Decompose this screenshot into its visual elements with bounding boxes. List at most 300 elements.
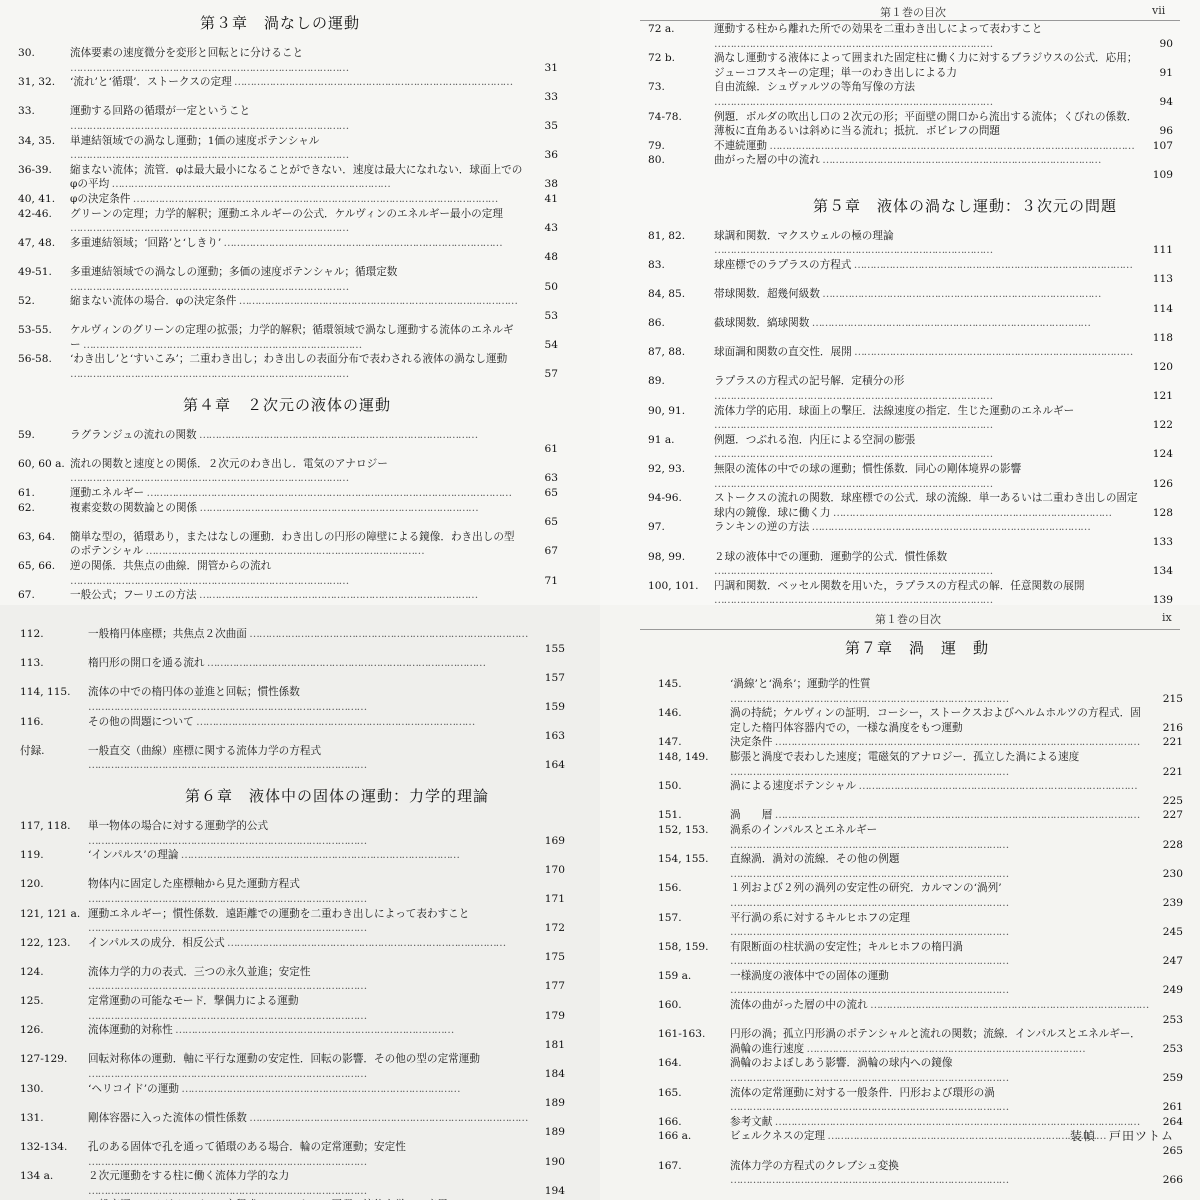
section-number: 62.	[18, 501, 35, 514]
toc-page-chapter-6	[0, 605, 600, 1200]
section-number: 158, 159.	[658, 940, 709, 953]
section-number: 80.	[648, 154, 665, 167]
toc-entry	[20, 1082, 565, 1111]
section-title: 球調和関数．マクスウェルの極の理論 ……………………………………………………………………………	[714, 229, 1139, 258]
page-number: 221	[1162, 736, 1183, 749]
page-number: 228	[1162, 838, 1183, 851]
section-title: φの決定条件 ……………………………………………………………………………………………………	[70, 192, 524, 207]
section-number: 148, 149.	[658, 750, 709, 763]
section-number: 164.	[658, 1057, 682, 1070]
toc-entry	[658, 911, 1183, 940]
section-number: 154, 155.	[658, 853, 709, 866]
page-number: 221	[1162, 765, 1183, 778]
section-number: 124.	[20, 965, 44, 978]
section-number: 114, 115.	[20, 686, 71, 699]
page-number: 133	[1152, 536, 1173, 548]
section-number: 53-55.	[18, 324, 52, 337]
toc-entry	[20, 965, 565, 994]
section-title: 単一物体の場合に対する運動学的公式 ……………………………………………………………………………	[88, 819, 531, 848]
section-title: 例題．つぶれる泡．内圧による空洞の膨張 ……………………………………………………………………………	[714, 433, 1139, 462]
section-number: 86.	[648, 317, 665, 330]
section-number: 42-46.	[18, 207, 52, 220]
page-number: 155	[544, 642, 565, 655]
toc-entry	[18, 294, 558, 323]
section-number: 100, 101.	[648, 579, 699, 592]
section-number: 127-129.	[20, 1053, 68, 1066]
toc-entry	[658, 969, 1183, 998]
toc-entry	[18, 134, 558, 163]
running-header-page: ix	[1162, 611, 1172, 624]
toc-entry	[18, 352, 558, 381]
page-number: 126	[1152, 477, 1173, 490]
section-title: 渦輪のおよぼしあう影響．渦輪の球内への鏡像 ……………………………………………………………………………	[730, 1056, 1149, 1085]
section-number: 145.	[658, 678, 682, 690]
section-number: 65, 66.	[18, 560, 56, 572]
toc-entry	[658, 823, 1183, 852]
section-title: 運動エネルギー；慣性係数．遠距離での運動を二重わき出しによって表わすこと ……………………………………………………………………………	[88, 907, 531, 936]
section-number: 166.	[658, 1115, 682, 1128]
toc-list	[20, 627, 565, 1200]
page-number: 189	[544, 1126, 565, 1139]
section-number: 90, 91.	[648, 404, 686, 417]
section-title: 流体力学的力の表式．三つの永久並進；安定性 ……………………………………………………………………………	[88, 965, 531, 994]
page-number: 169	[544, 834, 565, 847]
page-number: 35	[544, 119, 558, 132]
section-title: 逆の関係．共焦点の曲線．開管からの流れ ……………………………………………………………………………	[70, 559, 524, 588]
page-number: 253	[1162, 1042, 1183, 1055]
section-number: 146.	[658, 707, 682, 720]
page-number: 189	[544, 1097, 565, 1110]
page-number: 36	[544, 149, 558, 162]
section-title: ２球の液体中での運動．運動学的公式．慣性係数 ……………………………………………………………………………	[714, 550, 1139, 579]
chapter-heading: 第５章 液体の渦なし運動：３次元の問題	[813, 196, 1118, 215]
toc-entry	[648, 550, 1173, 579]
section-number: 79.	[648, 139, 665, 152]
page-number: 247	[1162, 955, 1183, 968]
chapter-heading: 第６章 液体中の固体の運動：力学的理論	[185, 786, 490, 805]
toc-entry	[20, 936, 565, 965]
section-title: ２次元運動をする柱に働く流体力学的な力 ……………………………………………………………………………	[88, 1169, 531, 1198]
section-title: 流体運動的対称性 ……………………………………………………………………………	[88, 1023, 531, 1038]
header-rule	[640, 20, 1180, 21]
toc-entry	[20, 1023, 565, 1052]
toc-entry	[20, 1140, 565, 1169]
section-number: 34, 35.	[18, 134, 56, 147]
page-number: 194	[544, 1184, 565, 1197]
section-number: 147.	[658, 736, 682, 749]
page-number: 266	[1162, 1174, 1183, 1187]
section-number: 159 a.	[658, 969, 692, 982]
section-number: 60, 60 a.	[18, 457, 65, 470]
page-number: 245	[1162, 926, 1183, 939]
section-title: 渦 層 ……………………………………………………………………………………………………	[730, 808, 1149, 823]
toc-page-ix	[600, 605, 1200, 1200]
section-title: 剛体容器に入った流体の慣性係数 ……………………………………………………………………………	[88, 1111, 531, 1126]
toc-entry	[658, 1056, 1183, 1085]
toc-list	[18, 46, 558, 605]
chapter-gap	[20, 773, 565, 819]
toc-entry	[18, 559, 558, 588]
page-number: 184	[544, 1068, 565, 1081]
toc-entry	[648, 287, 1173, 316]
page-number: 122	[1152, 419, 1173, 432]
section-title: 截球関数．縞球関数 ……………………………………………………………………………	[714, 316, 1139, 331]
design-credit: 装幀 戸田ツトム	[1070, 1129, 1175, 1143]
page-number: 48	[544, 251, 558, 264]
page-number: 109	[1152, 168, 1173, 181]
section-number: 161-163.	[658, 1028, 706, 1041]
toc-entry	[18, 588, 558, 605]
section-title: １列および２列の渦列の安定性の研究．カルマンの‘渦列’ ……………………………………………………………………………	[730, 881, 1149, 910]
section-title: 運動エネルギー ……………………………………………………………………………………………………	[70, 486, 524, 501]
section-number: 67.	[18, 589, 35, 602]
section-title: 自由流線．シュヴァルツの等角写像の方法 ……………………………………………………………………………	[714, 80, 1139, 109]
section-number: 134 a.	[20, 1170, 54, 1183]
page-number: 230	[1162, 867, 1183, 880]
toc-entry	[648, 491, 1173, 520]
page-number: 216	[1162, 721, 1183, 734]
toc-entry	[20, 627, 565, 656]
section-title: 簡単な型の，循環あり，またはなしの運動．わき出しの円形の障壁による鏡像．わき出しの型のポテンシャル ……………………………………………………………………………	[70, 530, 524, 559]
section-title: 球面調和関数の直交性．展開 ……………………………………………………………………………	[714, 345, 1139, 360]
section-number: 126.	[20, 1024, 44, 1037]
chapter-gap	[658, 1188, 1183, 1200]
section-title: 定常運動の可能なモード．撃偶力による運動 ……………………………………………………………………………	[88, 994, 531, 1023]
page-number: 90	[1159, 37, 1173, 50]
section-title: 多重連結領域；‘回路’と‘しきり’ ……………………………………………………………………………	[70, 236, 524, 251]
page-number: 264	[1162, 1115, 1183, 1128]
page-number: 54	[544, 338, 558, 351]
page-number: 31	[544, 61, 558, 74]
toc-entry	[20, 715, 565, 744]
page-number: 67	[544, 545, 558, 558]
toc-entry	[658, 735, 1183, 750]
section-title: ラプラスの方程式の記号解．定積分の形 ……………………………………………………………………………	[714, 374, 1139, 403]
page-number: 61	[544, 443, 558, 456]
toc-entry	[648, 153, 1173, 182]
toc-entry	[658, 779, 1183, 808]
toc-entry	[18, 163, 558, 192]
section-number: 167.	[658, 1159, 682, 1172]
chapter-7-heading: 第７章 渦 運 動	[845, 639, 990, 657]
toc-entry	[648, 229, 1173, 258]
section-title: 一般直交（曲線）座標に関する流体力学の方程式 ……………………………………………………………………………	[88, 744, 531, 773]
section-title: 渦による速度ポテンシャル ……………………………………………………………………………	[730, 779, 1149, 794]
toc-list	[648, 22, 1173, 605]
page-number: 94	[1159, 95, 1173, 108]
page-number: 128	[1152, 506, 1173, 519]
toc-entry	[658, 808, 1183, 823]
section-number: 36-39.	[18, 163, 52, 176]
section-title: ‘わき出し’と‘すいこみ’；二重わき出し；わき出しの表面分布で表わされる液体の渦なし運動 ……………………………………………………………………………	[70, 352, 524, 381]
toc-entry	[18, 46, 558, 75]
section-title: ‘インパルス’の理論 ……………………………………………………………………………	[88, 848, 531, 863]
page-number: 41	[544, 192, 558, 205]
toc-entry	[18, 501, 558, 530]
section-title: 帯球関数．超幾何級数 ……………………………………………………………………………	[714, 287, 1139, 302]
section-title: ‘渦線’と‘渦糸’；運動学的性質 ……………………………………………………………………………	[730, 677, 1149, 706]
section-title: ケルヴィンのグリーンの定理の拡張；力学的解釈；循環領域で渦なし運動する流体のエネルギー ……………………………………………………………………………	[70, 323, 524, 352]
section-title: 曲がった層の中の流れ ……………………………………………………………………………	[714, 153, 1139, 168]
section-title: 流体力学の方程式のクレブシュ変換 ……………………………………………………………………………	[730, 1159, 1149, 1188]
page-number: 175	[544, 951, 565, 964]
section-number: 31, 32.	[18, 76, 56, 89]
section-title: 流体の中での楕円体の並進と回転；慣性係数 ……………………………………………………………………………	[88, 685, 531, 714]
section-number: 33.	[18, 105, 35, 118]
toc-entry	[20, 1111, 565, 1140]
section-title: 膨張と渦度で表わした速度；電磁気的アナロジー．孤立した渦による速度 ……………………………………………………………………………	[730, 750, 1149, 779]
page-number: 170	[544, 863, 565, 876]
toc-entry	[20, 907, 565, 936]
toc-entry	[18, 236, 558, 265]
toc-entry	[658, 881, 1183, 910]
section-number: 131.	[20, 1111, 44, 1124]
section-title: 一様渦度の液体中での固体の運動 ……………………………………………………………………………	[730, 969, 1149, 998]
toc-entry	[20, 685, 565, 714]
section-number: 56-58.	[18, 353, 52, 366]
page-number: 107	[1152, 139, 1173, 152]
page-number: 171	[544, 892, 565, 905]
section-title: 平行渦の系に対するキルヒホフの定理 ……………………………………………………………………………	[730, 911, 1149, 940]
page-number: 124	[1152, 448, 1173, 461]
page-number: 249	[1162, 984, 1183, 997]
section-title: 物体内に固定した座標軸から見た運動方程式 ……………………………………………………………………………	[88, 877, 531, 906]
section-number: 125.	[20, 995, 44, 1008]
page-number: 139	[1152, 594, 1173, 605]
toc-entry	[658, 1027, 1183, 1056]
page-number: 111	[1152, 244, 1173, 257]
toc-entry	[18, 265, 558, 294]
page-number: 65	[544, 516, 558, 529]
section-title: ‘ヘリコイド’の運動 ……………………………………………………………………………	[88, 1082, 531, 1097]
section-number: 166 a.	[658, 1130, 692, 1143]
section-title: 流体の曲がった層の中の流れ ……………………………………………………………………………	[730, 998, 1149, 1013]
section-number: 130.	[20, 1082, 44, 1095]
section-number: 112.	[20, 628, 44, 640]
section-title: ランキンの逆の方法 ……………………………………………………………………………	[714, 520, 1139, 535]
section-number: 98, 99.	[648, 550, 686, 563]
section-title: 球座標でのラプラスの方程式 ……………………………………………………………………………	[714, 258, 1139, 273]
section-number: 152, 153.	[658, 823, 709, 836]
section-title: ビェルクネスの定理 ……………………………………………………………………………	[730, 1129, 1149, 1144]
section-number: 73.	[648, 81, 665, 94]
section-title: 円形の渦；孤立円形渦のポテンシャルと流れの関数；流線．インパルスとエネルギー．渦輪の進行速度 ……………………………………………………………………………	[730, 1027, 1149, 1056]
page-number: 50	[544, 280, 558, 293]
section-title: 孔のある固体で孔を通って循環のある場合．輪の定常運動；安定性 ……………………………………………………………………………	[88, 1140, 531, 1169]
section-title: 流体の定常運動に対する一般条件．円形および環形の渦 ……………………………………………………………………………	[730, 1086, 1149, 1115]
section-number: 72 a.	[648, 23, 675, 35]
chapter-heading: 第４章 ２次元の液体の運動	[183, 395, 392, 414]
toc-entry	[648, 51, 1173, 80]
toc-entry	[658, 750, 1183, 779]
page-number: 159	[544, 700, 565, 713]
section-number: 40, 41.	[18, 192, 56, 205]
toc-page-chapters-3-4	[0, 0, 600, 605]
section-title: 渦の持続；ケルヴィンの証明．コーシー，ストークスおよびヘルムホルツの方程式．固定した楕円体容器内での，一様な渦度をもつ運動 ……………………………………………………………………………	[730, 706, 1149, 735]
section-title: ‘流れ’と‘循環’．ストークスの定理 ……………………………………………………………………………	[70, 75, 524, 90]
page-number: 181	[544, 1038, 565, 1051]
page-number: 71	[544, 574, 558, 587]
toc-entry	[648, 520, 1173, 549]
section-number: 119.	[20, 849, 44, 862]
toc-entry	[20, 819, 565, 848]
toc-entry	[648, 80, 1173, 109]
toc-entry	[18, 530, 558, 559]
toc-entry	[658, 677, 1183, 706]
toc-entry	[18, 486, 558, 501]
section-number: 156.	[658, 882, 682, 895]
section-title: 多重連結領域での渦なしの運動；多価の速度ポテンシャル；循環定数 ……………………………………………………………………………	[70, 265, 524, 294]
chapter-3-heading: 第３章 渦なしの運動	[200, 14, 361, 32]
section-title: 参考文献 ……………………………………………………………………………………………………	[730, 1115, 1149, 1130]
toc-entry	[18, 323, 558, 352]
section-number: 49-51.	[18, 265, 52, 278]
page-number: 157	[544, 671, 565, 684]
section-title: 縮まない流体；流管．φは最大最小になることができない．速度は最大になれない．球面上でのφの平均 ……………………………………………………………………………	[70, 163, 524, 192]
section-number: 63, 64.	[18, 530, 56, 543]
section-number: 74-78.	[648, 110, 682, 123]
section-title: 流体要素の速度微分を変形と回転とに分けること ……………………………………………………………………………	[70, 46, 524, 75]
toc-entry	[18, 207, 558, 236]
toc-entry	[648, 404, 1173, 433]
section-title: 無限の流体の中での球の運動；慣性係数．同心の剛体境界の影響 ……………………………………………………………………………	[714, 462, 1139, 491]
section-number: 52.	[18, 295, 35, 308]
page-number: 239	[1162, 896, 1183, 909]
section-title: 直線渦．渦対の流線．その他の例題 ……………………………………………………………………………	[730, 852, 1149, 881]
toc-entry	[20, 744, 565, 773]
running-header-title: 第１巻の目次	[875, 613, 941, 626]
toc-entry	[648, 139, 1173, 154]
toc-entry	[658, 1159, 1183, 1188]
section-number: 47, 48.	[18, 236, 56, 249]
page-number: 225	[1162, 794, 1183, 807]
section-number: 30.	[18, 47, 35, 59]
section-title: ラグランジュの流れの関数 ……………………………………………………………………………	[70, 428, 524, 443]
section-title: インパルスの成分．相反公式 ……………………………………………………………………………	[88, 936, 531, 951]
header-rule	[640, 629, 1180, 630]
section-number: 94-96.	[648, 492, 682, 505]
page-number: 43	[544, 222, 558, 235]
toc-entry	[20, 994, 565, 1023]
page-number: 57	[544, 368, 558, 381]
toc-entry	[20, 848, 565, 877]
section-title: 決定条件 ……………………………………………………………………………………………………	[730, 735, 1149, 750]
page-number: 265	[1162, 1145, 1183, 1157]
section-number: 165.	[658, 1086, 682, 1099]
toc-entry	[18, 75, 558, 104]
section-number: 97.	[648, 521, 665, 534]
section-number: 151.	[658, 809, 682, 822]
section-title: 運動する柱から離れた所での効果を二重わき出しによって表わすこと ……………………………………………………………………………	[714, 22, 1139, 51]
section-number: 付録.	[20, 744, 45, 757]
page-number: 172	[544, 922, 565, 935]
section-title: 複素変数の関数論との関係 ……………………………………………………………………………	[70, 501, 524, 516]
section-title: 一般楕円体座標；共焦点２次曲面 ……………………………………………………………………………	[88, 627, 531, 642]
section-number: 120.	[20, 878, 44, 891]
page-number: 179	[544, 1009, 565, 1022]
toc-entry	[648, 579, 1173, 605]
page-number: 163	[544, 730, 565, 743]
toc-entry	[18, 428, 558, 457]
toc-entry	[648, 316, 1173, 345]
page-number: 215	[1162, 692, 1183, 705]
section-number: 83.	[648, 258, 665, 271]
page-number	[524, 588, 558, 605]
toc-entry	[20, 656, 565, 685]
section-title: 流体力学的応用．球面上の撃圧．法線速度の指定．生じた運動のエネルギー ……………………………………………………………………………	[714, 404, 1139, 433]
section-number: 81, 82.	[648, 229, 686, 242]
section-number: 91 a.	[648, 433, 675, 446]
toc-entry	[648, 258, 1173, 287]
page-number: 259	[1162, 1072, 1183, 1085]
section-title: グリーンの定理；力学的解釈；運動エネルギーの公式．ケルヴィンのエネルギー最小の定理 ……………………………………………………………………………	[70, 207, 524, 236]
section-title: 回転対称体の運動．軸に平行な運動の安定性．回転の影響．その他の型の定常運動 ……………………………………………………………………………	[88, 1052, 531, 1081]
toc-entry	[20, 877, 565, 906]
page-number: 253	[1162, 1013, 1183, 1026]
page-number: 120	[1152, 360, 1173, 373]
toc-page-vii	[600, 0, 1200, 605]
section-number: 61.	[18, 487, 35, 500]
section-number: 157.	[658, 911, 682, 924]
toc-entry	[20, 1052, 565, 1081]
running-header-page: vii	[1152, 4, 1166, 17]
chapter-gap	[18, 382, 558, 428]
page-number: 261	[1162, 1101, 1183, 1114]
page-number: 33	[544, 90, 558, 103]
section-title: 不連続運動 ……………………………………………………………………………………………………	[714, 139, 1139, 154]
section-title: 一般公式；フーリエの方法 ……………………………………………………………………………	[70, 588, 524, 603]
toc-list	[658, 677, 1183, 1200]
page-number: 177	[544, 980, 565, 993]
section-title: 運動する回路の循環が一定ということ ……………………………………………………………………………	[70, 104, 524, 133]
page-number: 190	[544, 1155, 565, 1168]
section-number: 122, 123.	[20, 936, 71, 949]
toc-entry	[648, 374, 1173, 403]
page-number: 118	[1152, 331, 1173, 344]
toc-entry	[648, 22, 1173, 51]
page-number: 227	[1162, 809, 1183, 822]
section-title: 例題．ボルダの吹出し口の２次元の形；平面壁の開口から流出する流体；くびれの係数．薄板に直角あるいは斜めに当る流れ；抵抗．ボビレフの問題 ……………………………………………………………………………	[714, 110, 1139, 139]
page-number: 134	[1152, 565, 1173, 578]
toc-entry	[658, 706, 1183, 735]
section-title: 渦系のインパルスとエネルギー ……………………………………………………………………………	[730, 823, 1149, 852]
page-number: 63	[544, 472, 558, 485]
toc-entry	[658, 1086, 1183, 1115]
section-number: 150.	[658, 780, 682, 793]
section-title: 流れの関数と速度との関係．２次元のわき出し．電気のアナロジー ……………………………………………………………………………	[70, 457, 524, 486]
page-number: 114	[1152, 302, 1173, 315]
toc-entry	[648, 345, 1173, 374]
section-number: 113.	[20, 657, 44, 670]
page-number: 91	[1159, 66, 1173, 79]
section-number: 160.	[658, 999, 682, 1012]
section-title: 縮まない流体の場合．φの決定条件 ……………………………………………………………………………	[70, 294, 524, 309]
toc-entry	[648, 433, 1173, 462]
page-number: 38	[544, 178, 558, 191]
chapter-gap	[648, 183, 1173, 229]
section-number: 117, 118.	[20, 819, 71, 832]
page-number: 53	[544, 309, 558, 322]
section-title: 有限断面の柱状渦の安定性；キルヒホフの楕円渦 ……………………………………………………………………………	[730, 940, 1149, 969]
toc-entry	[18, 192, 558, 207]
page-number: 65	[544, 487, 558, 500]
toc-entry	[648, 110, 1173, 139]
running-header-title: 第１巻の目次	[880, 6, 946, 19]
toc-entry	[658, 852, 1183, 881]
section-title: その他の問題について ……………………………………………………………………………	[88, 715, 531, 730]
toc-entry	[18, 457, 558, 486]
toc-entry	[18, 104, 558, 133]
